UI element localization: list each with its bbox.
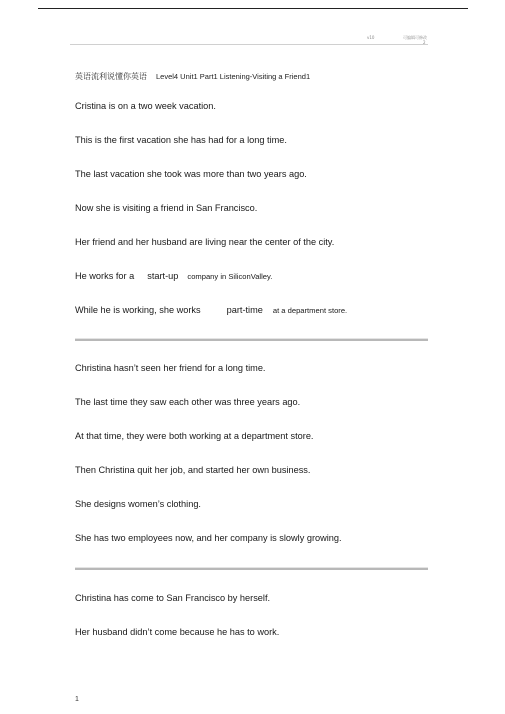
text-line: Her friend and her husband are living near the center of the city. — [75, 237, 335, 247]
text-line: Christina has come to San Francisco by herself. — [75, 593, 271, 603]
text-line: Now she is visiting a friend in San Francisco. — [75, 203, 258, 213]
header-tiny-mark: 2 — [423, 40, 426, 45]
title-english: Level4 Unit1 Part1 Listening-Visiting a Friend1 — [156, 72, 311, 81]
text-run: He works for a — [75, 271, 135, 281]
text-line: Her husband didn’t come because he has to work. — [75, 627, 280, 637]
title-chinese: 英语流利说懂你英语 — [75, 72, 147, 81]
text-line: Then Christina quit her job, and started her own business. — [75, 465, 311, 475]
text-run: company in SiliconValley. — [187, 272, 273, 281]
text-line: Cristina is on a two week vacation. — [75, 101, 216, 111]
keyword-parttime: part-time — [226, 305, 263, 315]
text-line: Christina hasn’t seen her friend for a long time. — [75, 363, 266, 373]
text-line: This is the first vacation she has had for a long time. — [75, 135, 287, 145]
section-divider — [75, 567, 428, 570]
text-run: at a department store. — [272, 306, 348, 315]
text-line: The last time they saw each other was three years ago. — [75, 397, 301, 407]
section-divider — [75, 338, 428, 341]
text-line: She designs women’s clothing. — [75, 499, 201, 509]
page-number: 1 — [75, 696, 79, 703]
text-run: While he is working, she works — [75, 305, 201, 315]
header-tiny-left: v10 — [367, 35, 375, 40]
text-line-parttime — [75, 305, 347, 315]
text-line-startup — [75, 271, 272, 281]
page-title — [75, 66, 310, 84]
header-tiny-right: 可编辑可修改 — [403, 35, 427, 40]
header-rule — [70, 44, 428, 45]
keyword-startup: start-up — [147, 271, 179, 281]
top-border-rule — [38, 8, 468, 9]
text-line: She has two employees now, and her company is slowly growing. — [75, 533, 342, 543]
text-line: The last vacation she took was more than two years ago. — [75, 169, 307, 179]
text-line: At that time, they were both working at a department store. — [75, 431, 314, 441]
